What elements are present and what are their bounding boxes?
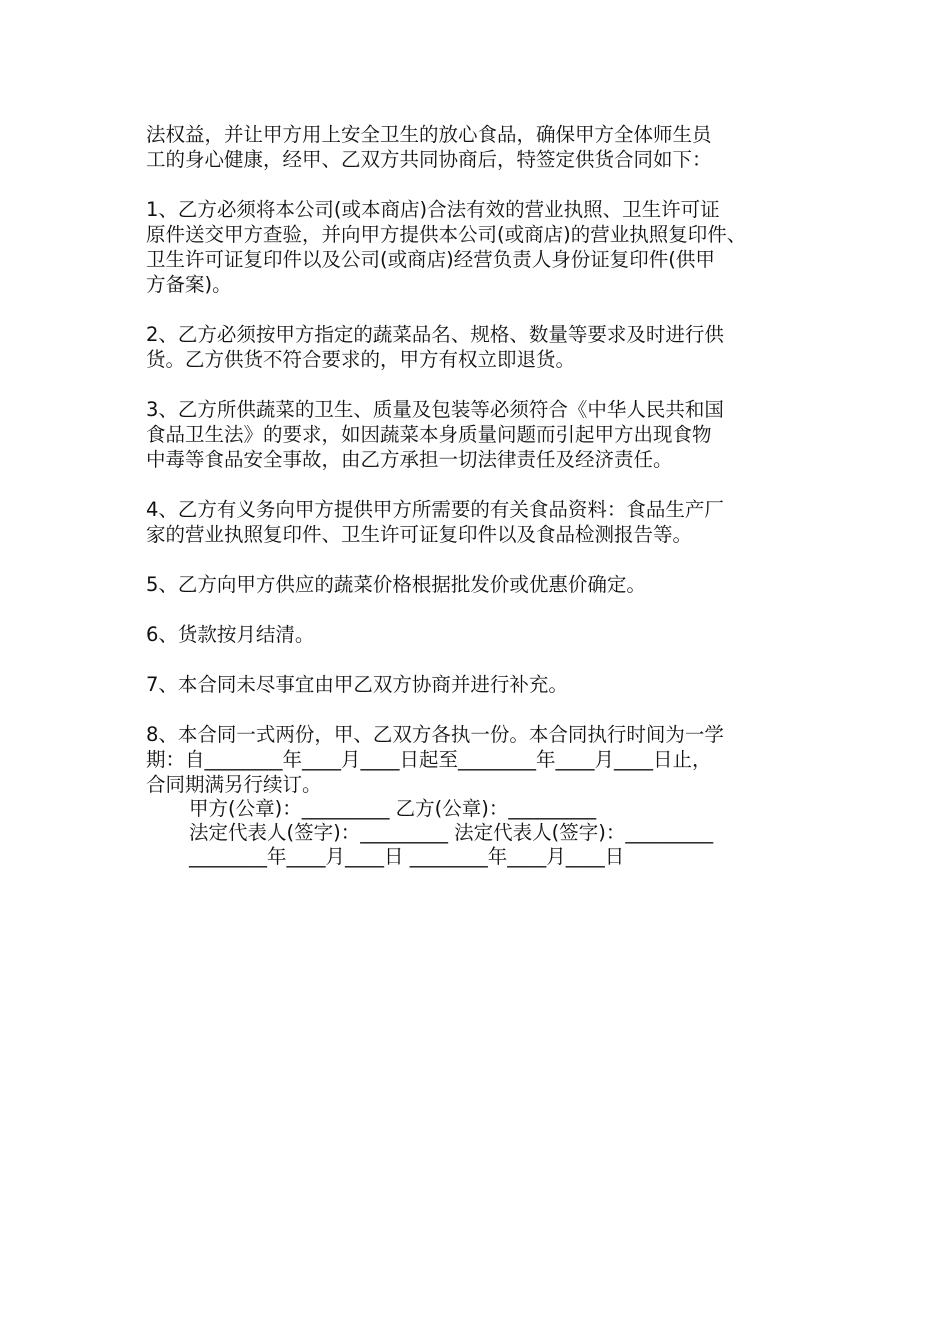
text-line: 货。乙方供货不符合要求的，甲方有权立即退货。 [146, 348, 576, 371]
text-line: 4、乙方有义务向甲方提供甲方所需要的有关食品资料：食品生产厂 [146, 498, 724, 521]
signature-date-line: ________年____月____日 ________年____月____日 [189, 845, 625, 868]
clause-6 [146, 622, 816, 647]
intro-paragraph [146, 122, 816, 172]
clause-8 [146, 722, 816, 797]
text-line: 3、乙方所供蔬菜的卫生、质量及包装等必须符合《中华人民共和国 [146, 398, 724, 421]
signature-representative-line: 法定代表人(签字)：_________ 法定代表人(签字)：_________ [189, 821, 714, 844]
clause-3 [146, 397, 816, 472]
text-line: 期：自________年____月____日起至________年____月____日止， [146, 748, 712, 771]
text-line: 7、本合同未尽事宜由甲乙双方协商并进行补充。 [146, 673, 568, 696]
text-line: 中毒等食品安全事故，由乙方承担一切法律责任及经济责任。 [146, 448, 673, 471]
text-line: 6、货款按月结清。 [146, 623, 315, 646]
text-line: 卫生许可证复印件以及公司(或商店)经营负责人身份证复印件(供甲 [146, 248, 715, 271]
signature-seal-line: 甲方(公章)：_________ 乙方(公章)：_________ [189, 797, 597, 820]
contract-body [146, 122, 816, 869]
signature-block [146, 797, 816, 869]
clause-2 [146, 322, 816, 372]
text-line: 2、乙方必须按甲方指定的蔬菜品名、规格、数量等要求及时进行供 [146, 323, 724, 346]
text-line: 家的营业执照复印件、卫生许可证复印件以及食品检测报告等。 [146, 523, 693, 546]
clause-5 [146, 572, 816, 597]
text-line: 原件送交甲方查验，并向甲方提供本公司(或商店)的营业执照复印件、 [146, 223, 747, 246]
text-line: 合同期满另行续订。 [146, 773, 322, 796]
text-line: 食品卫生法》的要求，如因蔬菜本身质量问题而引起甲方出现食物 [146, 423, 712, 446]
text-line: 工的身心健康，经甲、乙双方共同协商后，特签定供货合同如下： [146, 148, 712, 171]
clause-1 [146, 197, 816, 297]
clause-4 [146, 497, 816, 547]
text-line: 法权益，并让甲方用上安全卫生的放心食品，确保甲方全体师生员 [146, 123, 712, 146]
text-line: 8、本合同一式两份，甲、乙双方各执一份。本合同执行时间为一学 [146, 723, 724, 746]
text-line: 方备案)。 [146, 273, 232, 296]
text-line: 1、乙方必须将本公司(或本商店)合法有效的营业执照、卫生许可证 [146, 198, 720, 221]
clause-7 [146, 672, 816, 697]
text-line: 5、乙方向甲方供应的蔬菜价格根据批发价或优惠价确定。 [146, 573, 646, 596]
